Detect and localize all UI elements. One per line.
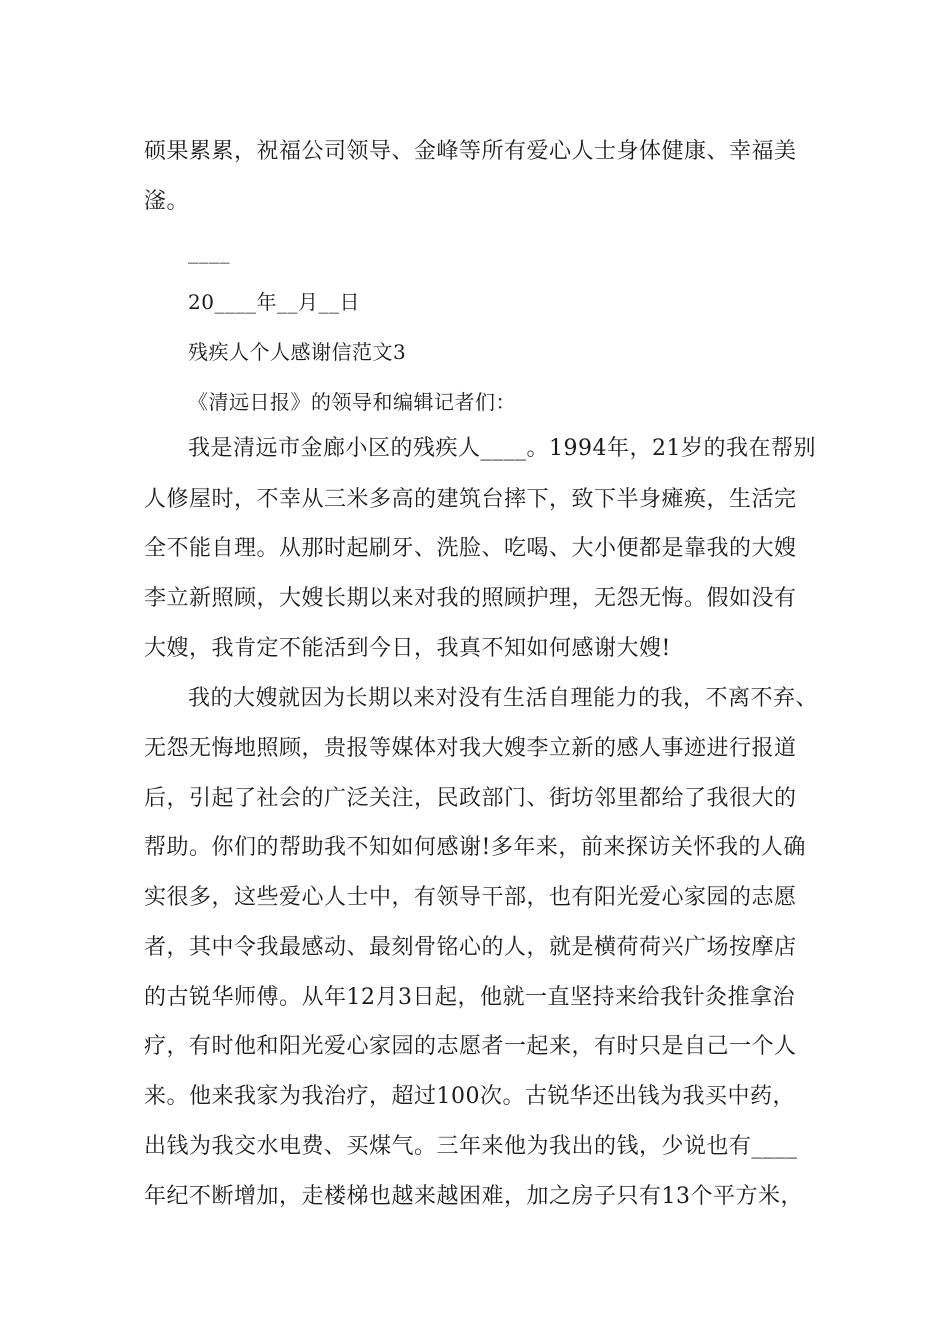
body-text-line: 年纪不断增加，走楼梯也越来越困难，加之房子只有13个平方米， (144, 1184, 803, 1209)
date-line: 20____年__月__日 (188, 290, 360, 314)
salutation: 《清远日报》的领导和编辑记者们： (188, 390, 516, 414)
body-text-line: 硕果累累，祝福公司领导、金峰等所有爱心人士身体健康、幸福美 (144, 139, 797, 164)
body-text-line: 人修屋时，不幸从三米多高的建筑台摔下，致下半身瘫痪，生活完 (144, 487, 797, 512)
body-text-line: 我的大嫂就因为长期以来对没有生活自理能力的我，不离不弃、 (188, 686, 819, 711)
body-text-line: 无怨无悔地照顾，贵报等媒体对我大嫂李立新的感人事迹进行报道 (144, 736, 797, 761)
section-title: 残疾人个人感谢信范文3 (188, 340, 407, 364)
body-text-line: 者，其中令我最感动、最刻骨铭心的人，就是横荷荷兴广场按摩店 (144, 935, 797, 960)
body-text-line: 滏。 (144, 189, 190, 214)
signature-blank: ____ (188, 240, 230, 264)
body-text-line: 疗，有时他和阳光爱心家园的志愿者一起来，有时只是自己一个人 (144, 1034, 797, 1059)
body-text-line: 大嫂，我肯定不能活到今日，我真不知如何感谢大嫂! (144, 636, 671, 661)
body-text-line: 后，引起了社会的广泛关注，民政部门、街坊邻里都给了我很大的 (144, 786, 797, 811)
body-text-line: 的古锐华师傅。从年12月3日起，他就一直坚持来给我针灸推拿治 (144, 985, 795, 1010)
body-text-line: 全不能自理。从那时起刷牙、洗脸、吃喝、大小便都是靠我的大嫂 (144, 536, 797, 561)
body-text-line: 来。他来我家为我治疗，超过100次。古锐华还出钱为我买中药， (144, 1084, 795, 1109)
body-text-line: 帮助。你们的帮助我不知如何感谢!多年来，前来探访关怀我的人确 (144, 835, 806, 860)
body-text-line: 我是清远市金廊小区的残疾人____。1994年，21岁的我在帮别 (188, 436, 816, 461)
body-text-line: 出钱为我交水电费、买煤气。三年来他为我出的钱，少说也有____ (144, 1134, 798, 1159)
body-text-line: 实很多，这些爱心人士中，有领导干部，也有阳光爱心家园的志愿 (144, 885, 797, 910)
body-text-line: 李立新照顾，大嫂长期以来对我的照顾护理，无怨无悔。假如没有 (144, 586, 797, 611)
